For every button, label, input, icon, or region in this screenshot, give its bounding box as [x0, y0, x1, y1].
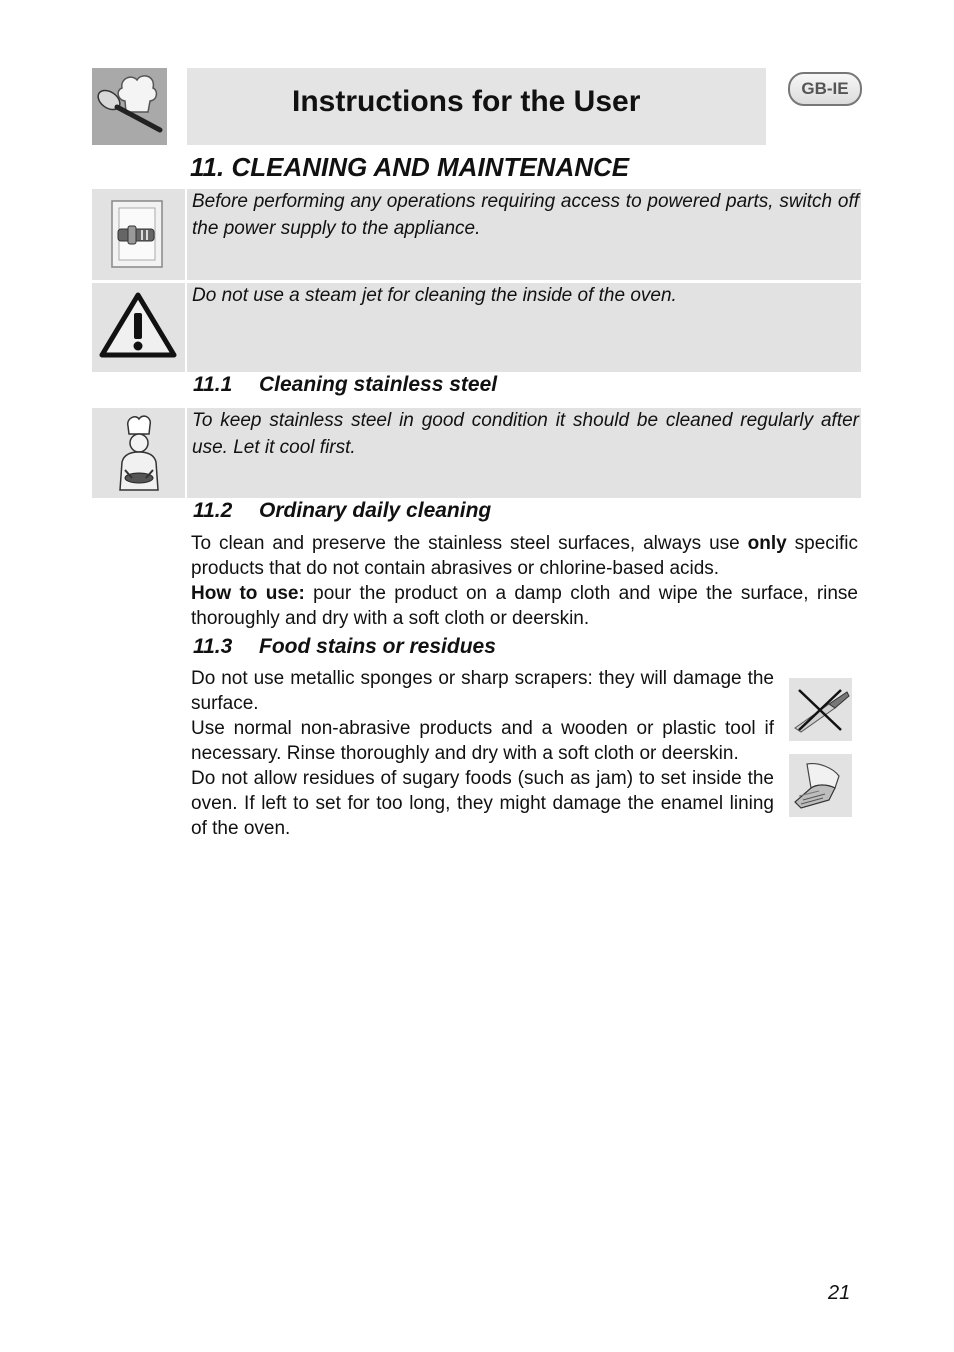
language-badge: GB-IE: [788, 72, 862, 106]
header-title-box: [187, 68, 766, 145]
notice-icon-cell: [92, 283, 185, 372]
power-warning-text: Before performing any operations requiring access to powered parts, switch off the power supply to the appliance.: [192, 191, 859, 239]
paragraph: Do not allow residues of sugary foods (such as jam) to set inside the oven. If left to set for too long, they might damage the enamel lining of the oven.: [191, 768, 774, 839]
chef-icon: [92, 408, 185, 498]
illustration-box: [789, 678, 852, 741]
paragraph: Use normal non-abrasive products and a wooden or plastic tool if necessary. Rinse thoroughly and dry with a soft cloth or deerskin.: [191, 718, 774, 764]
section-title: 11. CLEANING AND MAINTENANCE: [190, 152, 630, 182]
paragraph: To clean and preserve the stainless steel surfaces, always use only specific products that do not contain abrasives or chlorine-based acids.: [191, 533, 858, 579]
power-switch-icon: [92, 189, 185, 280]
notice-icon-cell: [92, 408, 185, 498]
paragraph: How to use: pour the product on a damp cloth and wipe the surface, rinse thoroughly and dry with a soft cloth or deerskin.: [191, 583, 858, 629]
subsection-heading-11-1: 11.1 Cleaning stainless steel: [193, 373, 498, 396]
stainless-steel-note: To keep stainless steel in good condition it should be cleaned regularly after use. Let it cool first.: [192, 410, 859, 458]
crossed-scraper-icon: [789, 678, 852, 741]
spoon-chef-hat-icon: [92, 68, 167, 145]
notice-text-cell: [187, 408, 861, 498]
page-header-title: Instructions for the User: [292, 85, 641, 118]
daily-cleaning-text: [191, 531, 858, 631]
subsection-heading-11-2: 11.2 Ordinary daily cleaning: [193, 499, 492, 522]
page-number: 21: [828, 1282, 851, 1304]
food-stains-text: [191, 666, 774, 841]
paragraph: Do not use metallic sponges or sharp scrapers: they will damage the surface.: [191, 668, 774, 714]
logo-box: [92, 68, 167, 145]
notice-text-cell: [187, 283, 861, 372]
notice-icon-cell: [92, 189, 185, 280]
illustration-box: [789, 754, 852, 817]
steam-warning-text: Do not use a steam jet for cleaning the inside of the oven.: [192, 285, 677, 306]
sponge-hand-icon: [789, 754, 852, 817]
subsection-heading-11-3: 11.3 Food stains or residues: [193, 635, 496, 658]
warning-triangle-icon: [92, 283, 185, 372]
notice-text-cell: [187, 189, 861, 280]
